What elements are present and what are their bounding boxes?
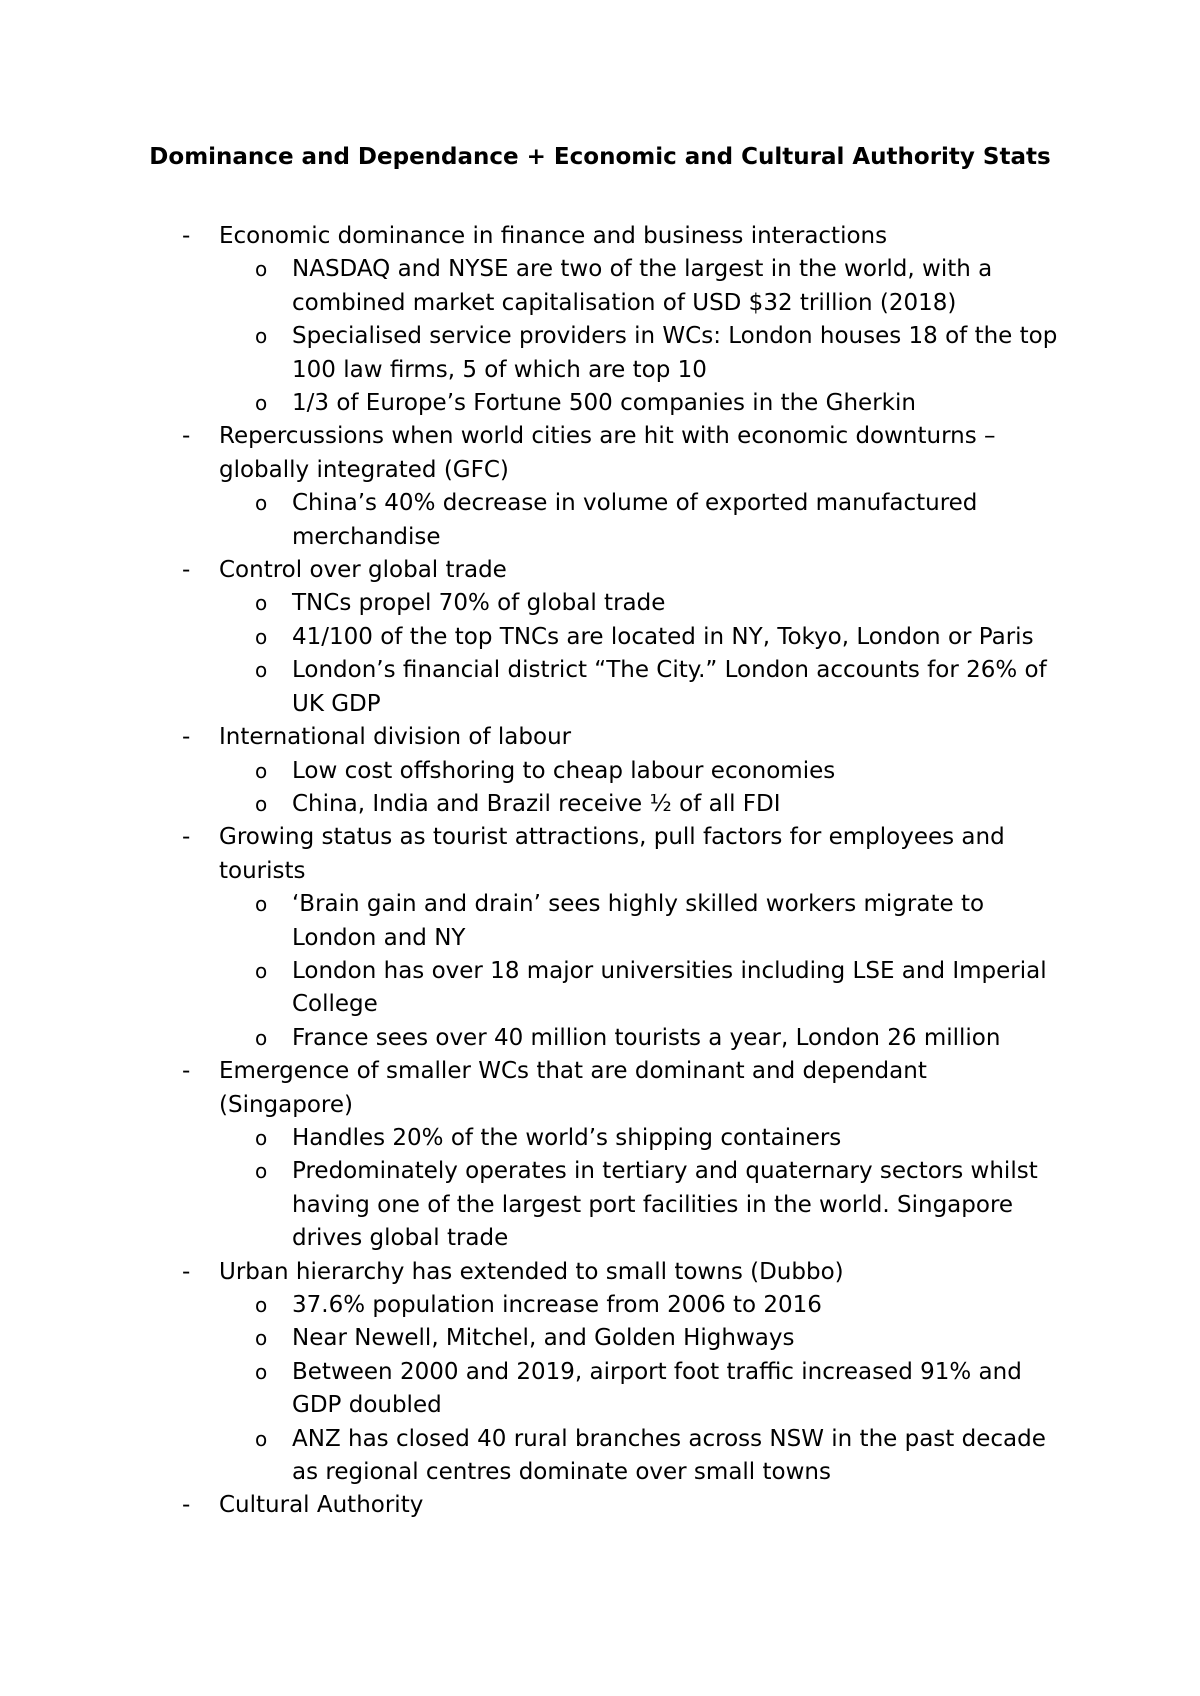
sub-list-item [0, 1322, 1067, 1355]
circle-bullet: o [255, 324, 268, 349]
list-item-text: London’s financial district “The City.” London accounts for 26% of UK GDP [292, 657, 1047, 717]
list-item-text: Near Newell, Mitchel, and Golden Highways [292, 1325, 795, 1352]
list-item-text: London has over 18 major universities including LSE and Imperial College [292, 957, 1047, 1018]
circle-bullet: o [255, 257, 268, 282]
sub-list-item [0, 621, 1067, 654]
dash-bullet: - [182, 724, 191, 751]
circle-bullet: o [255, 1359, 268, 1384]
page-title: Dominance and Dependance + Economic and Cultural Authority Stats [149, 144, 1051, 170]
list-item-text: 41/100 of the top TNCs are located in NY, Tokyo, London or Paris [292, 623, 1034, 650]
sub-list-item [0, 888, 1067, 955]
circle-bullet: o [255, 658, 268, 683]
list-item [0, 1256, 1059, 1289]
circle-bullet: o [255, 624, 268, 649]
circle-bullet: o [255, 1025, 268, 1050]
list-item-text: ANZ has closed 40 rural branches across NSW in the past decade as regional centres dominate over small towns [292, 1425, 1046, 1486]
sub-list-item [0, 755, 1067, 788]
circle-bullet: o [255, 591, 268, 616]
dash-bullet: - [182, 824, 191, 851]
list-item [0, 721, 1059, 754]
list-item-text: 37.6% population increase from 2006 to 2016 [292, 1292, 822, 1318]
list-item-text: Low cost offshoring to cheap labour economies [292, 757, 836, 784]
list-item-text: ‘Brain gain and drain’ sees highly skilled workers migrate to London and NY [292, 891, 985, 951]
list-item-text: Economic dominance in finance and business interactions [219, 223, 888, 249]
sub-list-item [0, 1289, 1067, 1322]
circle-bullet: o [255, 1326, 268, 1351]
list-item-text: Cultural Authority [219, 1492, 424, 1519]
list-item-text: Repercussions when world cities are hit with economic downturns – globally integrated (GFC) [219, 423, 996, 483]
bullet-list [0, 220, 1200, 1523]
list-item-text: Growing status as tourist attractions, pull factors for employees and tourists [219, 824, 1005, 884]
circle-bullet: o [255, 791, 268, 816]
list-item-text: NASDAQ and NYSE are two of the largest in the world, with a combined market capitalisation of USD $32 trillion (2018) [292, 256, 993, 316]
list-item [0, 554, 1059, 587]
circle-bullet: o [255, 892, 268, 917]
list-item [0, 1055, 1059, 1122]
sub-list-item [0, 487, 1067, 554]
circle-bullet: o [255, 491, 268, 516]
list-item-text: France sees over 40 million tourists a year, London 26 million [292, 1024, 1001, 1051]
circle-bullet: o [255, 391, 268, 416]
circle-bullet: o [255, 958, 268, 983]
list-item-text: International division of labour [219, 724, 572, 751]
sub-list-item [0, 1022, 1067, 1055]
sub-list-item [0, 1122, 1067, 1155]
list-item [0, 821, 1059, 888]
sub-list-item [0, 1423, 1067, 1490]
sub-list-item [0, 654, 1067, 721]
list-item-text: Specialised service providers in WCs: London houses 18 of the top 100 law firms, 5 of which are top 10 [292, 323, 1058, 383]
list-item-text: Control over global trade [219, 557, 507, 584]
sub-list-item [0, 387, 1067, 420]
sub-list-item [0, 1356, 1067, 1423]
circle-bullet: o [255, 1125, 268, 1150]
list-item-text: Handles 20% of the world’s shipping containers [292, 1124, 842, 1151]
list-item-text: Predominately operates in tertiary and quaternary sectors whilst having one of the largest port facilities in the world. Singapore drives global trade [292, 1158, 1038, 1252]
sub-list-item [0, 253, 1067, 320]
list-item [0, 1489, 1059, 1522]
list-item [0, 420, 1059, 487]
list-item-text: China, India and Brazil receive ½ of all FDI [292, 790, 781, 817]
list-item-text: 1/3 of Europe’s Fortune 500 companies in the Gherkin [292, 390, 916, 417]
dash-bullet: - [182, 423, 191, 450]
circle-bullet: o [255, 1293, 268, 1317]
sub-list-item [0, 320, 1067, 387]
dash-bullet: - [182, 1058, 191, 1085]
dash-bullet: - [182, 557, 191, 584]
sub-list-item [0, 587, 1067, 620]
list-item-text: TNCs propel 70% of global trade [292, 590, 666, 617]
circle-bullet: o [255, 1426, 268, 1451]
list-item [0, 220, 1059, 253]
dash-bullet: - [182, 1492, 191, 1519]
list-item-text: Emergence of smaller WCs that are dominant and dependant (Singapore) [219, 1058, 927, 1118]
sub-list-item [0, 955, 1067, 1022]
list-item-text: China’s 40% decrease in volume of exported manufactured merchandise [292, 490, 978, 550]
circle-bullet: o [255, 1159, 268, 1184]
sub-list-item [0, 1155, 1067, 1255]
circle-bullet: o [255, 758, 268, 783]
dash-bullet: - [182, 1258, 191, 1285]
list-item-text: Between 2000 and 2019, airport foot traffic increased 91% and GDP doubled [292, 1358, 1022, 1419]
list-item-text: Urban hierarchy has extended to small towns (Dubbo) [219, 1258, 844, 1285]
sub-list-item [0, 788, 1067, 821]
dash-bullet: - [182, 223, 191, 249]
